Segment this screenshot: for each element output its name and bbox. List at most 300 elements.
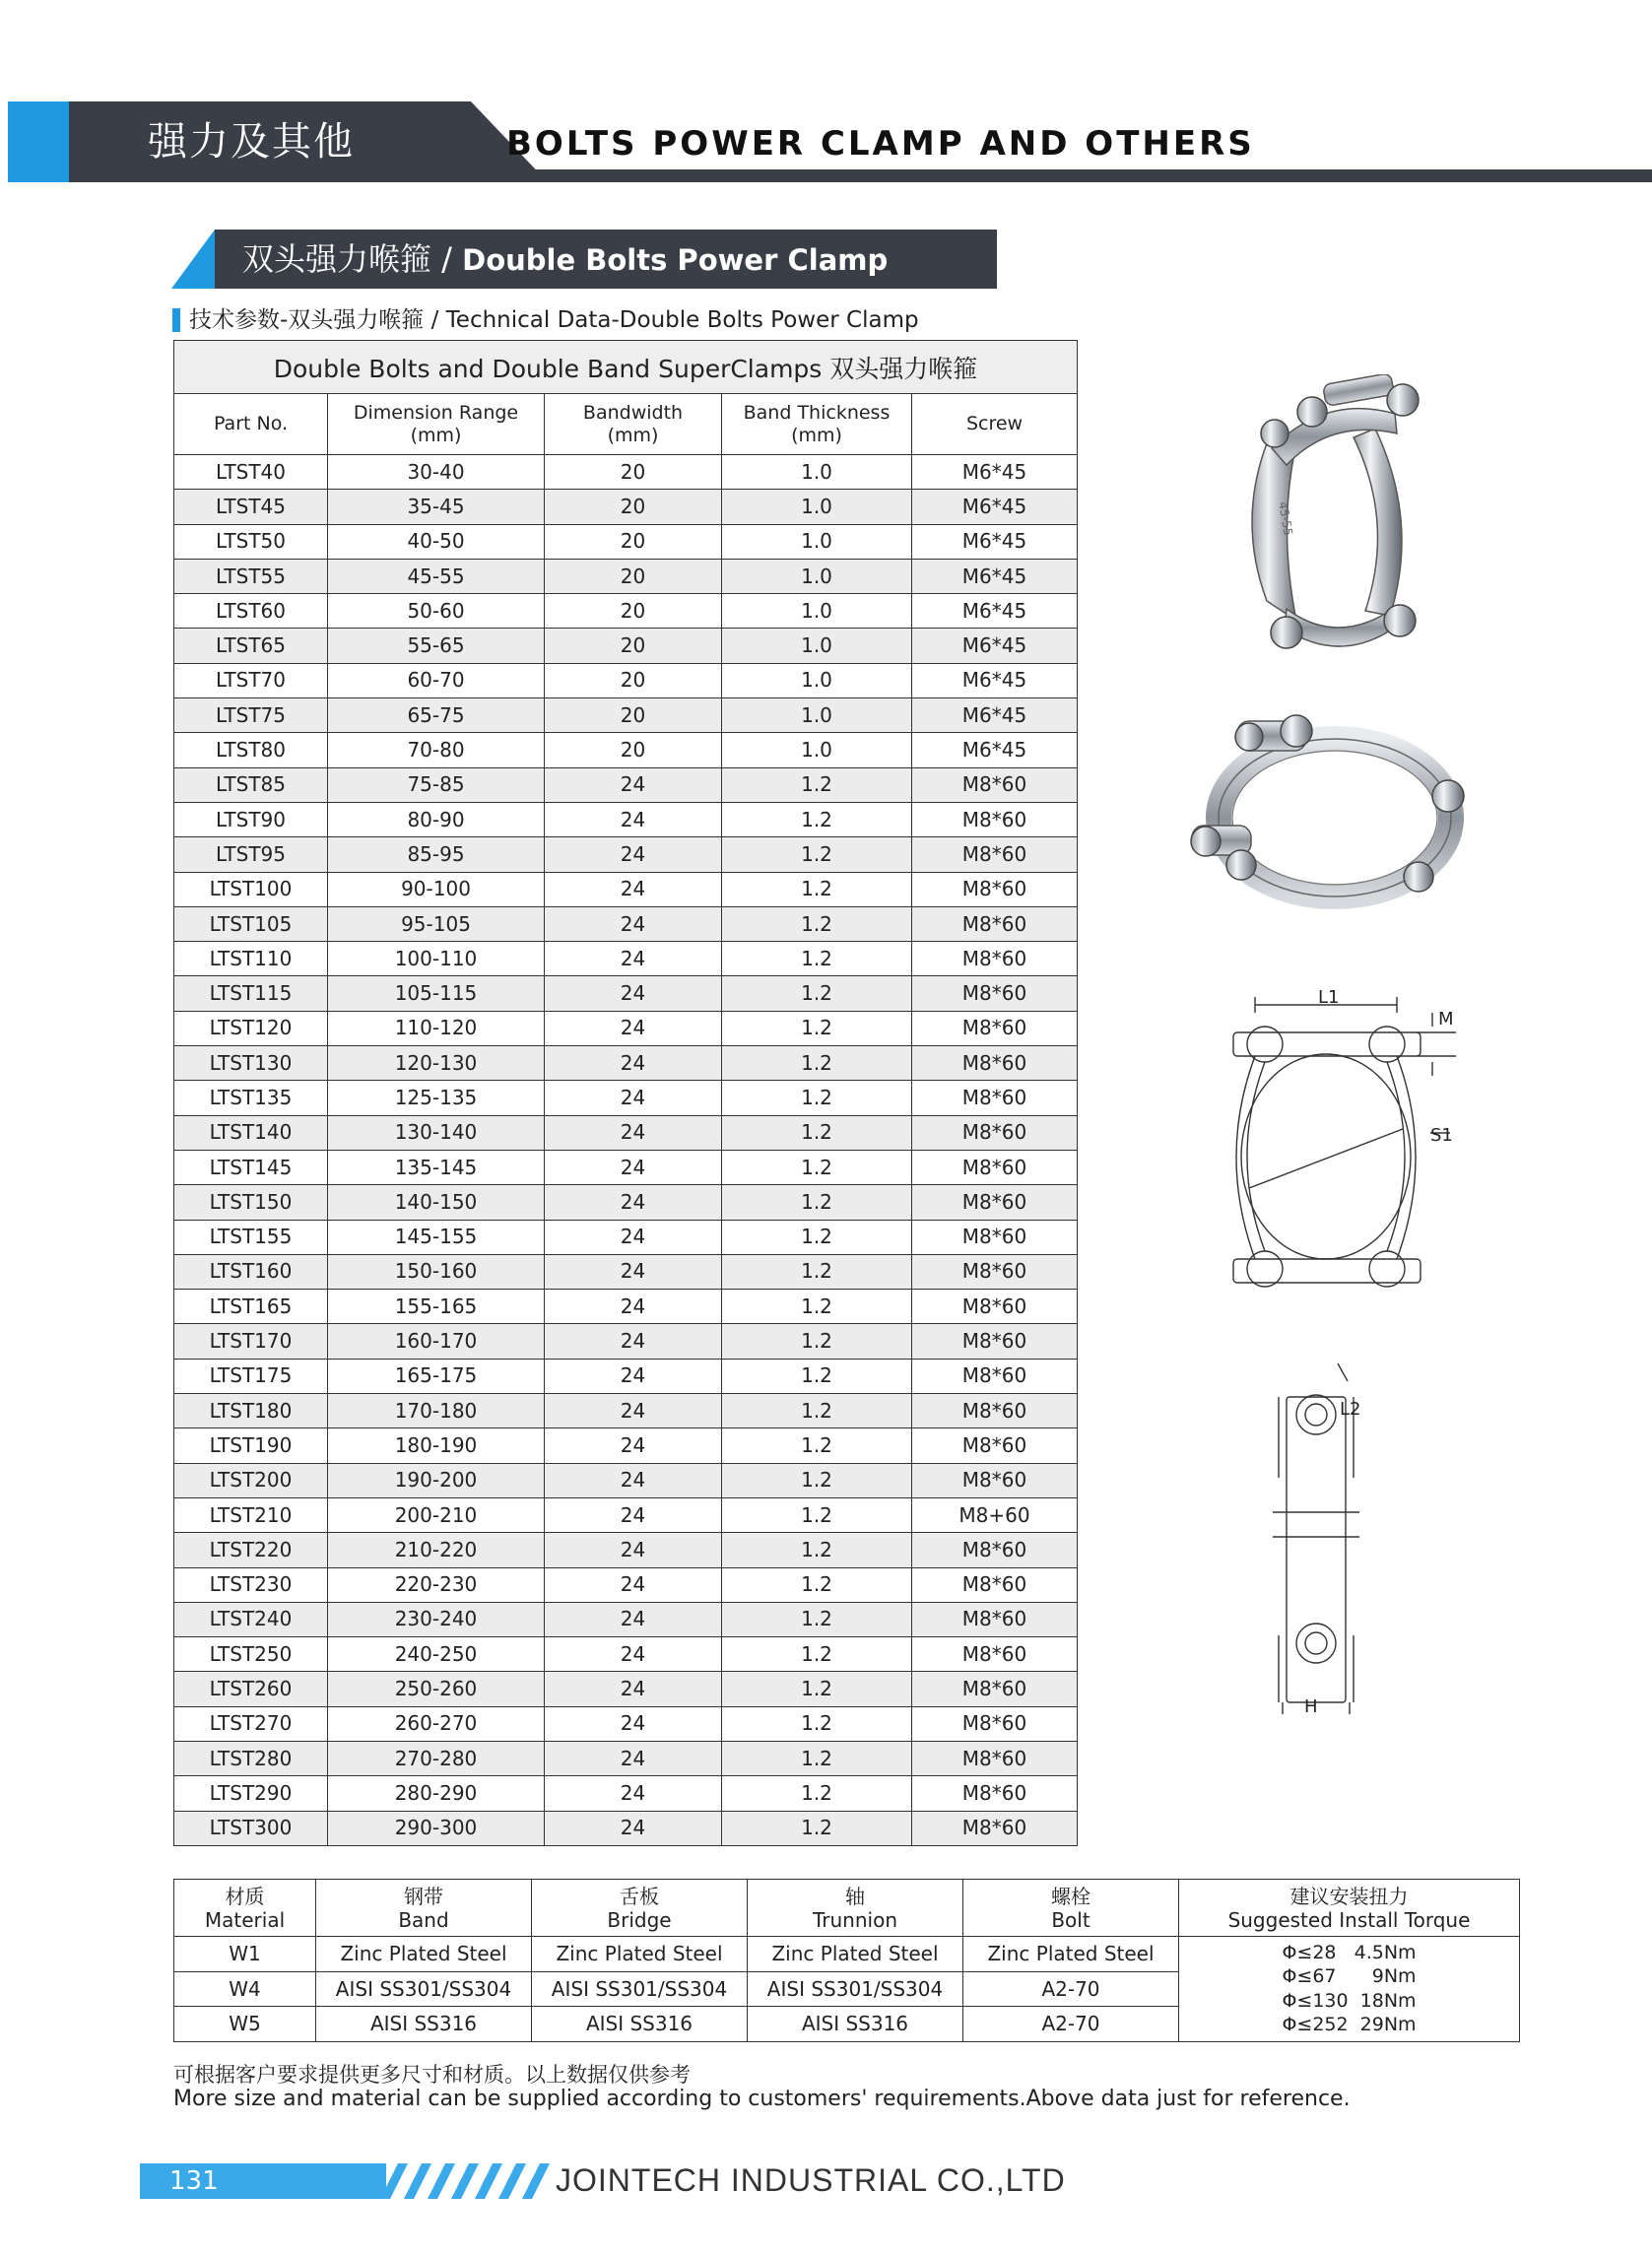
table-cell: 24	[545, 767, 722, 802]
table-cell: LTST90	[174, 802, 328, 836]
torque-cell	[1179, 1937, 1520, 2042]
material-col-header-cn: 轴	[845, 1884, 865, 1908]
table-cell: 170-180	[328, 1394, 545, 1428]
table-cell: LTST180	[174, 1394, 328, 1428]
table-cell: 1.2	[722, 837, 912, 872]
table-cell: LTST165	[174, 1290, 328, 1324]
material-cell: W1	[174, 1937, 316, 1972]
table-cell: 1.2	[722, 1046, 912, 1081]
table-cell: M6*45	[912, 629, 1078, 663]
label-m: M	[1438, 1009, 1454, 1029]
table-cell: 70-80	[328, 733, 545, 767]
footer-stripes	[345, 2163, 552, 2199]
table-row	[174, 1359, 1078, 1393]
header-title-cn: 强力及其他	[148, 119, 355, 165]
table-cell: 24	[545, 1533, 722, 1567]
table-row	[174, 629, 1078, 663]
spec-col-header-unit: (mm)	[410, 424, 462, 446]
table-cell: 1.2	[722, 1637, 912, 1672]
table-cell: LTST250	[174, 1637, 328, 1672]
material-cell: Zinc Plated Steel	[963, 1937, 1179, 1972]
table-cell: 1.2	[722, 1150, 912, 1184]
table-cell: 1.2	[722, 1567, 912, 1602]
table-cell: LTST60	[174, 594, 328, 629]
table-cell: LTST70	[174, 663, 328, 697]
table-row	[174, 1254, 1078, 1289]
table-cell: 160-170	[328, 1324, 545, 1359]
table-cell: 24	[545, 1672, 722, 1706]
table-cell: LTST115	[174, 976, 328, 1011]
table-row	[174, 559, 1078, 593]
table-cell: 1.2	[722, 1185, 912, 1220]
clamp-marking: 45-55	[1276, 500, 1295, 537]
table-cell: M8*60	[912, 1637, 1078, 1672]
table-cell: LTST105	[174, 906, 328, 941]
table-cell: M6*45	[912, 559, 1078, 593]
table-cell: 1.2	[722, 906, 912, 941]
material-col-header-en: Suggested Install Torque	[1227, 1907, 1471, 1932]
table-row	[174, 1290, 1078, 1324]
table-row	[174, 906, 1078, 941]
table-cell: LTST120	[174, 1011, 328, 1045]
table-cell: 1.2	[722, 1463, 912, 1497]
table-row	[174, 837, 1078, 872]
table-cell: LTST80	[174, 733, 328, 767]
table-cell: 155-165	[328, 1290, 545, 1324]
material-cell: AISI SS316	[748, 2007, 963, 2042]
table-cell: 24	[545, 1046, 722, 1081]
table-cell: M8*60	[912, 1254, 1078, 1289]
table-cell: LTST170	[174, 1324, 328, 1359]
table-row	[174, 1150, 1078, 1184]
table-cell: 1.2	[722, 802, 912, 836]
material-cell: W5	[174, 2007, 316, 2042]
spec-col-header	[545, 394, 722, 455]
table-cell: 24	[545, 1081, 722, 1115]
table-cell: LTST65	[174, 629, 328, 663]
table-cell: M8*60	[912, 837, 1078, 872]
spec-col-header-line1: Screw	[965, 413, 1024, 434]
table-cell: M8*60	[912, 1672, 1078, 1706]
table-cell: 20	[545, 490, 722, 524]
table-cell: 1.0	[722, 490, 912, 524]
table-row	[174, 1602, 1078, 1636]
spec-col-header-unit: (mm)	[607, 424, 659, 446]
table-cell: M6*45	[912, 698, 1078, 733]
table-cell: M8*60	[912, 1046, 1078, 1081]
table-cell: 24	[545, 1428, 722, 1463]
note-cn: 可根据客户要求提供更多尺寸和材质。以上数据仅供参考	[173, 2063, 691, 2087]
table-cell: M8*60	[912, 1602, 1078, 1636]
table-cell: 190-200	[328, 1463, 545, 1497]
table-cell: 35-45	[328, 490, 545, 524]
table-cell: 85-95	[328, 837, 545, 872]
label-s1: S1	[1430, 1125, 1453, 1146]
table-cell: 24	[545, 1394, 722, 1428]
table-cell: 150-160	[328, 1254, 545, 1289]
spec-col-header	[912, 394, 1078, 455]
table-cell: LTST55	[174, 559, 328, 593]
table-cell: M8*60	[912, 1359, 1078, 1393]
table-cell: 45-55	[328, 559, 545, 593]
torque-value: Φ≤67 9Nm	[1282, 1965, 1417, 1988]
table-cell: LTST150	[174, 1185, 328, 1220]
table-cell: 1.2	[722, 767, 912, 802]
table-cell: LTST200	[174, 1463, 328, 1497]
material-col-header-cn: 建议安装扭力	[1289, 1884, 1409, 1908]
material-col-header-cn: 材质	[225, 1884, 265, 1908]
table-cell: 24	[545, 1741, 722, 1775]
spec-col-header-line1: Band Thickness	[743, 401, 891, 424]
table-cell: M8*60	[912, 1185, 1078, 1220]
table-cell: LTST270	[174, 1706, 328, 1741]
material-col-header-en: Band	[398, 1907, 449, 1932]
table-cell: 24	[545, 1811, 722, 1845]
table-row	[174, 455, 1078, 490]
table-row	[174, 594, 1078, 629]
material-cell: AISI SS316	[532, 2007, 748, 2042]
table-cell: M8*60	[912, 1081, 1078, 1115]
table-row	[174, 1776, 1078, 1811]
clamp-side-drawing	[1271, 1350, 1389, 1714]
table-cell: 110-120	[328, 1011, 545, 1045]
table-cell: 125-135	[328, 1081, 545, 1115]
table-cell: 1.0	[722, 455, 912, 490]
table-cell: 24	[545, 1220, 722, 1254]
spec-table	[173, 340, 1078, 1846]
material-col-header-cn: 螺栓	[1051, 1884, 1090, 1908]
table-cell: 24	[545, 906, 722, 941]
table-cell: LTST145	[174, 1150, 328, 1184]
table-row	[174, 872, 1078, 906]
table-cell: M8*60	[912, 1115, 1078, 1150]
table-cell: 20	[545, 733, 722, 767]
table-cell: 65-75	[328, 698, 545, 733]
table-cell: 24	[545, 1185, 722, 1220]
table-cell: 250-260	[328, 1672, 545, 1706]
torque-value: Φ≤252 29Nm	[1282, 2014, 1417, 2036]
section-title-en: Double Bolts Power Clamp	[462, 243, 889, 277]
material-col-header-cn: 舌板	[620, 1884, 659, 1908]
table-cell: 24	[545, 1011, 722, 1045]
table-cell: 1.2	[722, 1290, 912, 1324]
table-cell: M8*60	[912, 1428, 1078, 1463]
table-cell: 1.2	[722, 1394, 912, 1428]
clamp-front-drawing	[1220, 985, 1456, 1310]
section-title	[242, 236, 888, 288]
table-cell: 24	[545, 976, 722, 1011]
table-cell: LTST110	[174, 942, 328, 976]
table-cell: 24	[545, 1290, 722, 1324]
table-cell: M8*60	[912, 1220, 1078, 1254]
table-cell: 24	[545, 1497, 722, 1532]
torque-value: Φ≤28 4.5Nm	[1282, 1941, 1417, 1963]
table-row	[174, 698, 1078, 733]
table-cell: M6*45	[912, 490, 1078, 524]
table-cell: 20	[545, 455, 722, 490]
header-title-en: BOLTS POWER CLAMP AND OTHERS	[506, 124, 1255, 164]
table-cell: LTST260	[174, 1672, 328, 1706]
table-row	[174, 733, 1078, 767]
table-cell: 210-220	[328, 1533, 545, 1567]
table-cell: 260-270	[328, 1706, 545, 1741]
page-number: 131	[169, 2166, 219, 2196]
table-cell: LTST95	[174, 837, 328, 872]
table-cell: M8+60	[912, 1497, 1078, 1532]
table-cell: 220-230	[328, 1567, 545, 1602]
table-cell: LTST45	[174, 490, 328, 524]
table-cell: M8*60	[912, 976, 1078, 1011]
table-cell: 95-105	[328, 906, 545, 941]
table-cell: 20	[545, 559, 722, 593]
table-cell: M6*45	[912, 594, 1078, 629]
table-cell: LTST160	[174, 1254, 328, 1289]
table-cell: 60-70	[328, 663, 545, 697]
table-cell: LTST130	[174, 1046, 328, 1081]
table-cell: 1.2	[722, 1776, 912, 1811]
table-row	[174, 1185, 1078, 1220]
table-cell: M8*60	[912, 1567, 1078, 1602]
table-cell: 180-190	[328, 1428, 545, 1463]
table-cell: M8*60	[912, 1324, 1078, 1359]
section-title-cn: 双头强力喉箍 /	[242, 240, 463, 278]
table-cell: 240-250	[328, 1637, 545, 1672]
table-cell: 80-90	[328, 802, 545, 836]
table-cell: 1.0	[722, 594, 912, 629]
table-cell: LTST155	[174, 1220, 328, 1254]
table-cell: 1.2	[722, 1533, 912, 1567]
table-cell: 20	[545, 524, 722, 559]
table-cell: LTST50	[174, 524, 328, 559]
material-cell: AISI SS301/SS304	[748, 1971, 963, 2007]
table-cell: LTST210	[174, 1497, 328, 1532]
table-cell: M8*60	[912, 1394, 1078, 1428]
table-row	[174, 976, 1078, 1011]
table-cell: M8*60	[912, 1011, 1078, 1045]
table-cell: 1.0	[722, 698, 912, 733]
table-row	[174, 524, 1078, 559]
table-cell: 1.2	[722, 1672, 912, 1706]
material-cell: Zinc Plated Steel	[748, 1937, 963, 1972]
material-col-header	[1179, 1880, 1520, 1937]
table-cell: 1.2	[722, 1497, 912, 1532]
table-cell: M8*60	[912, 1811, 1078, 1845]
table-cell: 24	[545, 1706, 722, 1741]
table-cell: LTST175	[174, 1359, 328, 1393]
material-col-header	[316, 1880, 532, 1937]
table-cell: LTST190	[174, 1428, 328, 1463]
table-row	[174, 1011, 1078, 1045]
table-cell: 135-145	[328, 1150, 545, 1184]
table-cell: M8*60	[912, 1290, 1078, 1324]
spec-col-header	[174, 394, 328, 455]
spec-col-header-line1: Dimension Range	[353, 401, 519, 424]
table-cell: 200-210	[328, 1497, 545, 1532]
table-cell: 1.2	[722, 1602, 912, 1636]
table-cell: 1.0	[722, 629, 912, 663]
spec-col-header-line1: Part No.	[213, 413, 289, 434]
table-row	[174, 663, 1078, 697]
table-row	[174, 802, 1078, 836]
table-cell: 40-50	[328, 524, 545, 559]
table-cell: 90-100	[328, 872, 545, 906]
table-cell: 140-150	[328, 1185, 545, 1220]
table-cell: 20	[545, 663, 722, 697]
table-cell: M8*60	[912, 872, 1078, 906]
table-row	[174, 1706, 1078, 1741]
table-cell: M8*60	[912, 906, 1078, 941]
material-col-header	[748, 1880, 963, 1937]
table-cell: 24	[545, 1602, 722, 1636]
table-cell: LTST290	[174, 1776, 328, 1811]
table-cell: LTST230	[174, 1567, 328, 1602]
table-cell: 280-290	[328, 1776, 545, 1811]
material-cell: AISI SS301/SS304	[316, 1971, 532, 2007]
material-cell: W4	[174, 1971, 316, 2007]
table-cell: 1.2	[722, 872, 912, 906]
table-cell: 1.2	[722, 1254, 912, 1289]
table-cell: 50-60	[328, 594, 545, 629]
table-cell: 20	[545, 629, 722, 663]
table-cell: 20	[545, 594, 722, 629]
table-row	[174, 942, 1078, 976]
table-cell: M6*45	[912, 733, 1078, 767]
table-cell: 130-140	[328, 1115, 545, 1150]
table-cell: 1.0	[722, 524, 912, 559]
table-cell: M8*60	[912, 802, 1078, 836]
material-col-header-en: Bridge	[607, 1907, 672, 1932]
table-row	[174, 1533, 1078, 1567]
table-cell: M8*60	[912, 942, 1078, 976]
table-row	[174, 1115, 1078, 1150]
table-cell: LTST240	[174, 1602, 328, 1636]
material-cell: AISI SS301/SS304	[532, 1971, 748, 2007]
table-cell: 1.2	[722, 1011, 912, 1045]
table-cell: 24	[545, 1776, 722, 1811]
table-cell: 1.2	[722, 1741, 912, 1775]
table-row	[174, 1394, 1078, 1428]
table-row	[174, 1046, 1078, 1081]
table-cell: 290-300	[328, 1811, 545, 1845]
label-l2: L2	[1340, 1399, 1361, 1420]
material-col-header	[174, 1880, 316, 1937]
header-accent-block	[8, 101, 69, 182]
material-cell: A2-70	[963, 2007, 1179, 2042]
torque-value: Φ≤130 18Nm	[1282, 1989, 1417, 2012]
table-row	[174, 767, 1078, 802]
label-l1: L1	[1318, 987, 1340, 1008]
table-row	[174, 1463, 1078, 1497]
table-cell: M8*60	[912, 1463, 1078, 1497]
table-cell: LTST40	[174, 455, 328, 490]
table-row	[174, 1081, 1078, 1115]
table-cell: LTST300	[174, 1811, 328, 1845]
table-row	[174, 1637, 1078, 1672]
table-cell: 270-280	[328, 1741, 545, 1775]
table-cell: 24	[545, 1324, 722, 1359]
table-cell: M6*45	[912, 663, 1078, 697]
material-cell: A2-70	[963, 1971, 1179, 2007]
table-cell: 1.2	[722, 1115, 912, 1150]
table-cell: 24	[545, 1150, 722, 1184]
table-row	[174, 1497, 1078, 1532]
spec-col-header-unit: (mm)	[791, 424, 842, 446]
table-cell: M6*45	[912, 524, 1078, 559]
table-cell: LTST135	[174, 1081, 328, 1115]
table-cell: M8*60	[912, 1150, 1078, 1184]
table-cell: 105-115	[328, 976, 545, 1011]
table-row	[174, 1324, 1078, 1359]
table-cell: 1.2	[722, 1220, 912, 1254]
subtitle-marker	[172, 308, 180, 332]
table-cell: 24	[545, 802, 722, 836]
table-cell: 1.2	[722, 976, 912, 1011]
material-col-header-en: Material	[204, 1907, 286, 1932]
table-cell: LTST280	[174, 1741, 328, 1775]
table-cell: M8*60	[912, 767, 1078, 802]
table-cell: 55-65	[328, 629, 545, 663]
note-en: More size and material can be supplied according to customers' requirements.Above data just for reference.	[173, 2087, 1351, 2111]
table-row	[174, 1741, 1078, 1775]
table-cell: 24	[545, 872, 722, 906]
table-cell: 20	[545, 698, 722, 733]
table-row	[174, 1428, 1078, 1463]
company-name: JOINTECH INDUSTRIAL CO.,LTD	[556, 2162, 1066, 2198]
table-cell: M6*45	[912, 455, 1078, 490]
table-cell: LTST140	[174, 1115, 328, 1150]
material-col-header-cn: 钢带	[404, 1884, 443, 1908]
table-cell: LTST75	[174, 698, 328, 733]
section-title-accent	[171, 230, 215, 289]
material-cell: AISI SS316	[316, 2007, 532, 2042]
material-cell: Zinc Plated Steel	[316, 1937, 532, 1972]
table-cell: 230-240	[328, 1602, 545, 1636]
section-subtitle: 技术参数-双头强力喉箍 / Technical Data-Double Bolts Power Clamp	[189, 307, 919, 333]
spec-col-header	[328, 394, 545, 455]
table-cell: 1.2	[722, 942, 912, 976]
spec-col-header-line1: Bandwidth	[582, 401, 684, 424]
table-cell: M8*60	[912, 1776, 1078, 1811]
table-cell: 24	[545, 1359, 722, 1393]
material-col-header-en: Bolt	[1051, 1907, 1090, 1932]
table-cell: 24	[545, 837, 722, 872]
table-cell: 24	[545, 1637, 722, 1672]
table-cell: 1.0	[722, 663, 912, 697]
table-cell: LTST100	[174, 872, 328, 906]
material-col-header	[532, 1880, 748, 1937]
table-cell: M8*60	[912, 1533, 1078, 1567]
table-cell: LTST85	[174, 767, 328, 802]
spec-col-header	[722, 394, 912, 455]
spec-table-caption: Double Bolts and Double Band SuperClamps 双头强力喉箍	[174, 341, 1078, 394]
table-cell: 24	[545, 942, 722, 976]
table-cell: 30-40	[328, 455, 545, 490]
label-h: H	[1304, 1696, 1318, 1714]
table-cell: LTST220	[174, 1533, 328, 1567]
table-cell: 1.2	[722, 1359, 912, 1393]
table-cell: 1.0	[722, 559, 912, 593]
material-col-header-en: Trunnion	[813, 1907, 897, 1932]
table-cell: 120-130	[328, 1046, 545, 1081]
table-row	[174, 1672, 1078, 1706]
table-cell: 1.2	[722, 1324, 912, 1359]
material-row	[174, 1937, 1520, 1972]
table-cell: 145-155	[328, 1220, 545, 1254]
table-cell: 100-110	[328, 942, 545, 976]
table-cell: 1.2	[722, 1811, 912, 1845]
material-col-header	[963, 1880, 1179, 1937]
table-cell: 24	[545, 1567, 722, 1602]
